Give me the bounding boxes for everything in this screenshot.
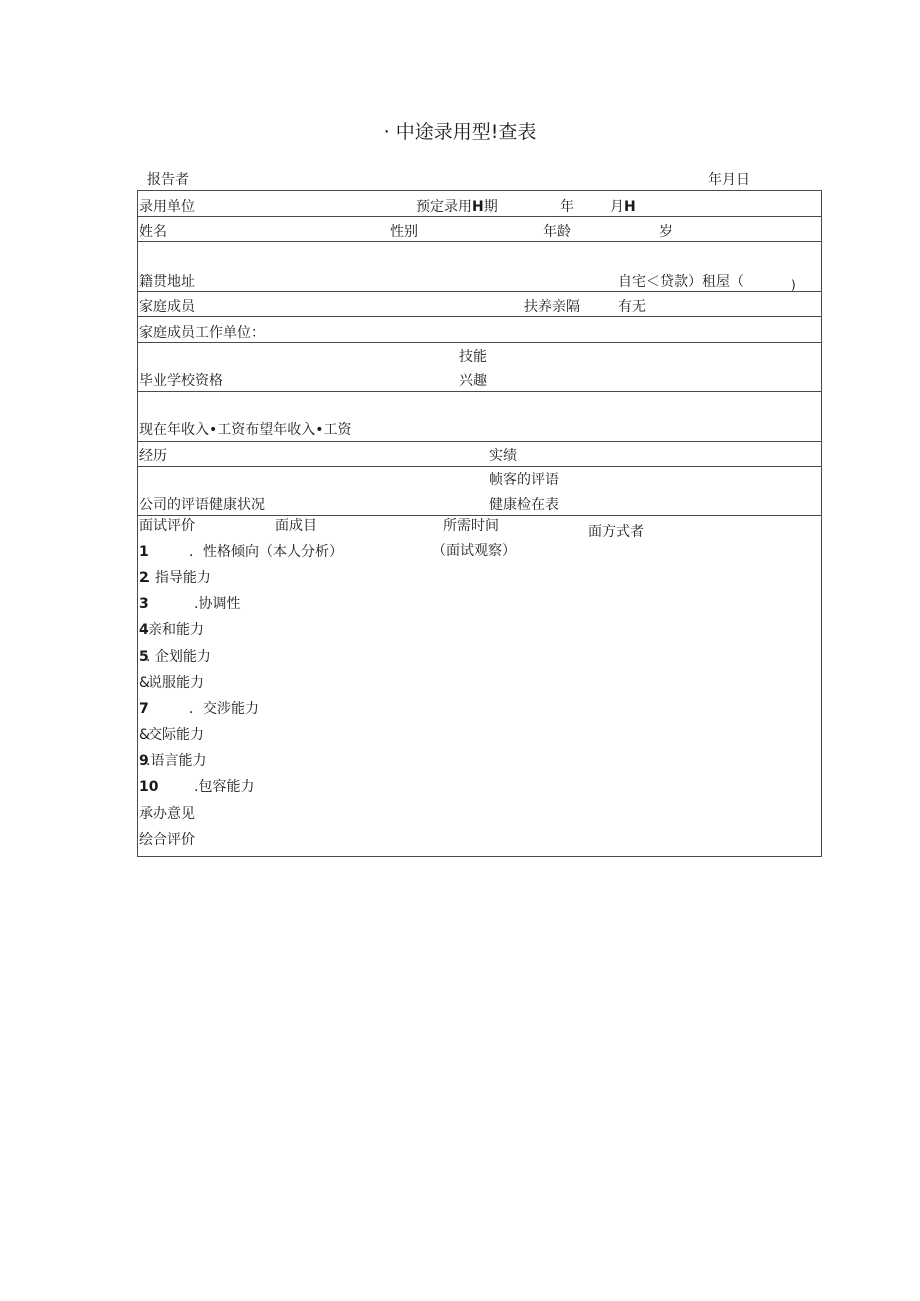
interview-time-header: 所需时间 [443,518,499,534]
row-divider [137,515,822,516]
row-divider [137,441,822,442]
has-none-label: 有无 [618,299,646,315]
customer-eval-label: 帧客的评语 [489,472,559,488]
age-label: 年龄 [543,224,571,240]
item-number: 4 [139,622,149,638]
residence-paren-close: ) [791,278,796,292]
year-label: 年 [560,199,574,215]
school-label: 毕业学校资格 [139,373,223,389]
skills-label: 技能 [459,349,487,365]
page-title: · 中途录用型!查表 [383,121,537,143]
reporter-label: 报告者 [147,172,189,188]
interview-items-header: 面成目 [275,518,317,534]
opinion-label: 承办意见 [139,806,195,822]
row-divider [137,291,822,292]
item-number: 10 [139,779,159,795]
item-number: 3 [139,596,149,612]
row-divider [137,241,822,242]
income-label: 现在年收入•工资布望年收入•工资 [139,422,352,438]
row-divider [137,316,822,317]
experience-label: 经历 [139,448,167,464]
item-label: .协调性 [194,596,241,612]
name-label: 姓名 [139,224,167,240]
age-unit-label: 岁 [659,224,673,240]
item-number: 7 [139,701,149,717]
residence-label: 自宅＜贷款）租屋（ [618,274,744,290]
interview-eval-header: 面试评价 [139,518,195,534]
item-label: .包容能力 [194,779,255,795]
item-number: 5 [139,649,149,665]
item-label: ．性格倾向（本人分析） [189,544,343,560]
item-label: . 企划能力 [146,649,211,665]
health-check-label: 健康检在表 [489,497,559,513]
item-label: 交际能力 [148,727,204,743]
item-label: .语言能力 [146,753,207,769]
item-label: 说服能力 [148,675,204,691]
gender-label: 性别 [390,224,418,240]
month-label: 月H [610,199,636,215]
origin-label: 籍贯地址 [139,274,195,290]
planned-hire-label: 预定录用H期 [416,199,498,215]
row-divider [137,466,822,467]
item-number: & [139,675,150,691]
interests-label: 兴趣 [459,373,487,389]
row-divider [137,342,822,343]
item-number: 2 [139,570,149,586]
company-eval-label: 公司的评语健康状况 [139,497,265,513]
family-work-label: 家庭成员工作单位： [139,325,265,341]
item-label: . 指导能力 [146,570,211,586]
item-number: & [139,727,150,743]
interview-observe-note: （面试观察） [432,543,516,559]
item-label: ．交涉能力 [189,701,259,717]
overall-eval-label: 绘合评价 [139,832,195,848]
item-number: 9 [139,753,149,769]
dependents-label: 扶养亲隔 [524,299,580,315]
row-divider [137,391,822,392]
item-number: 1 [139,544,149,560]
interview-method-header: 面方式者 [588,524,644,540]
family-label: 家庭成员 [139,299,195,315]
item-label: 亲和能力 [148,622,204,638]
dept-label: 录用单位 [139,199,195,215]
achievements-label: 实绩 [489,448,517,464]
date-label: 年月日 [708,172,750,188]
row-divider [137,216,822,217]
